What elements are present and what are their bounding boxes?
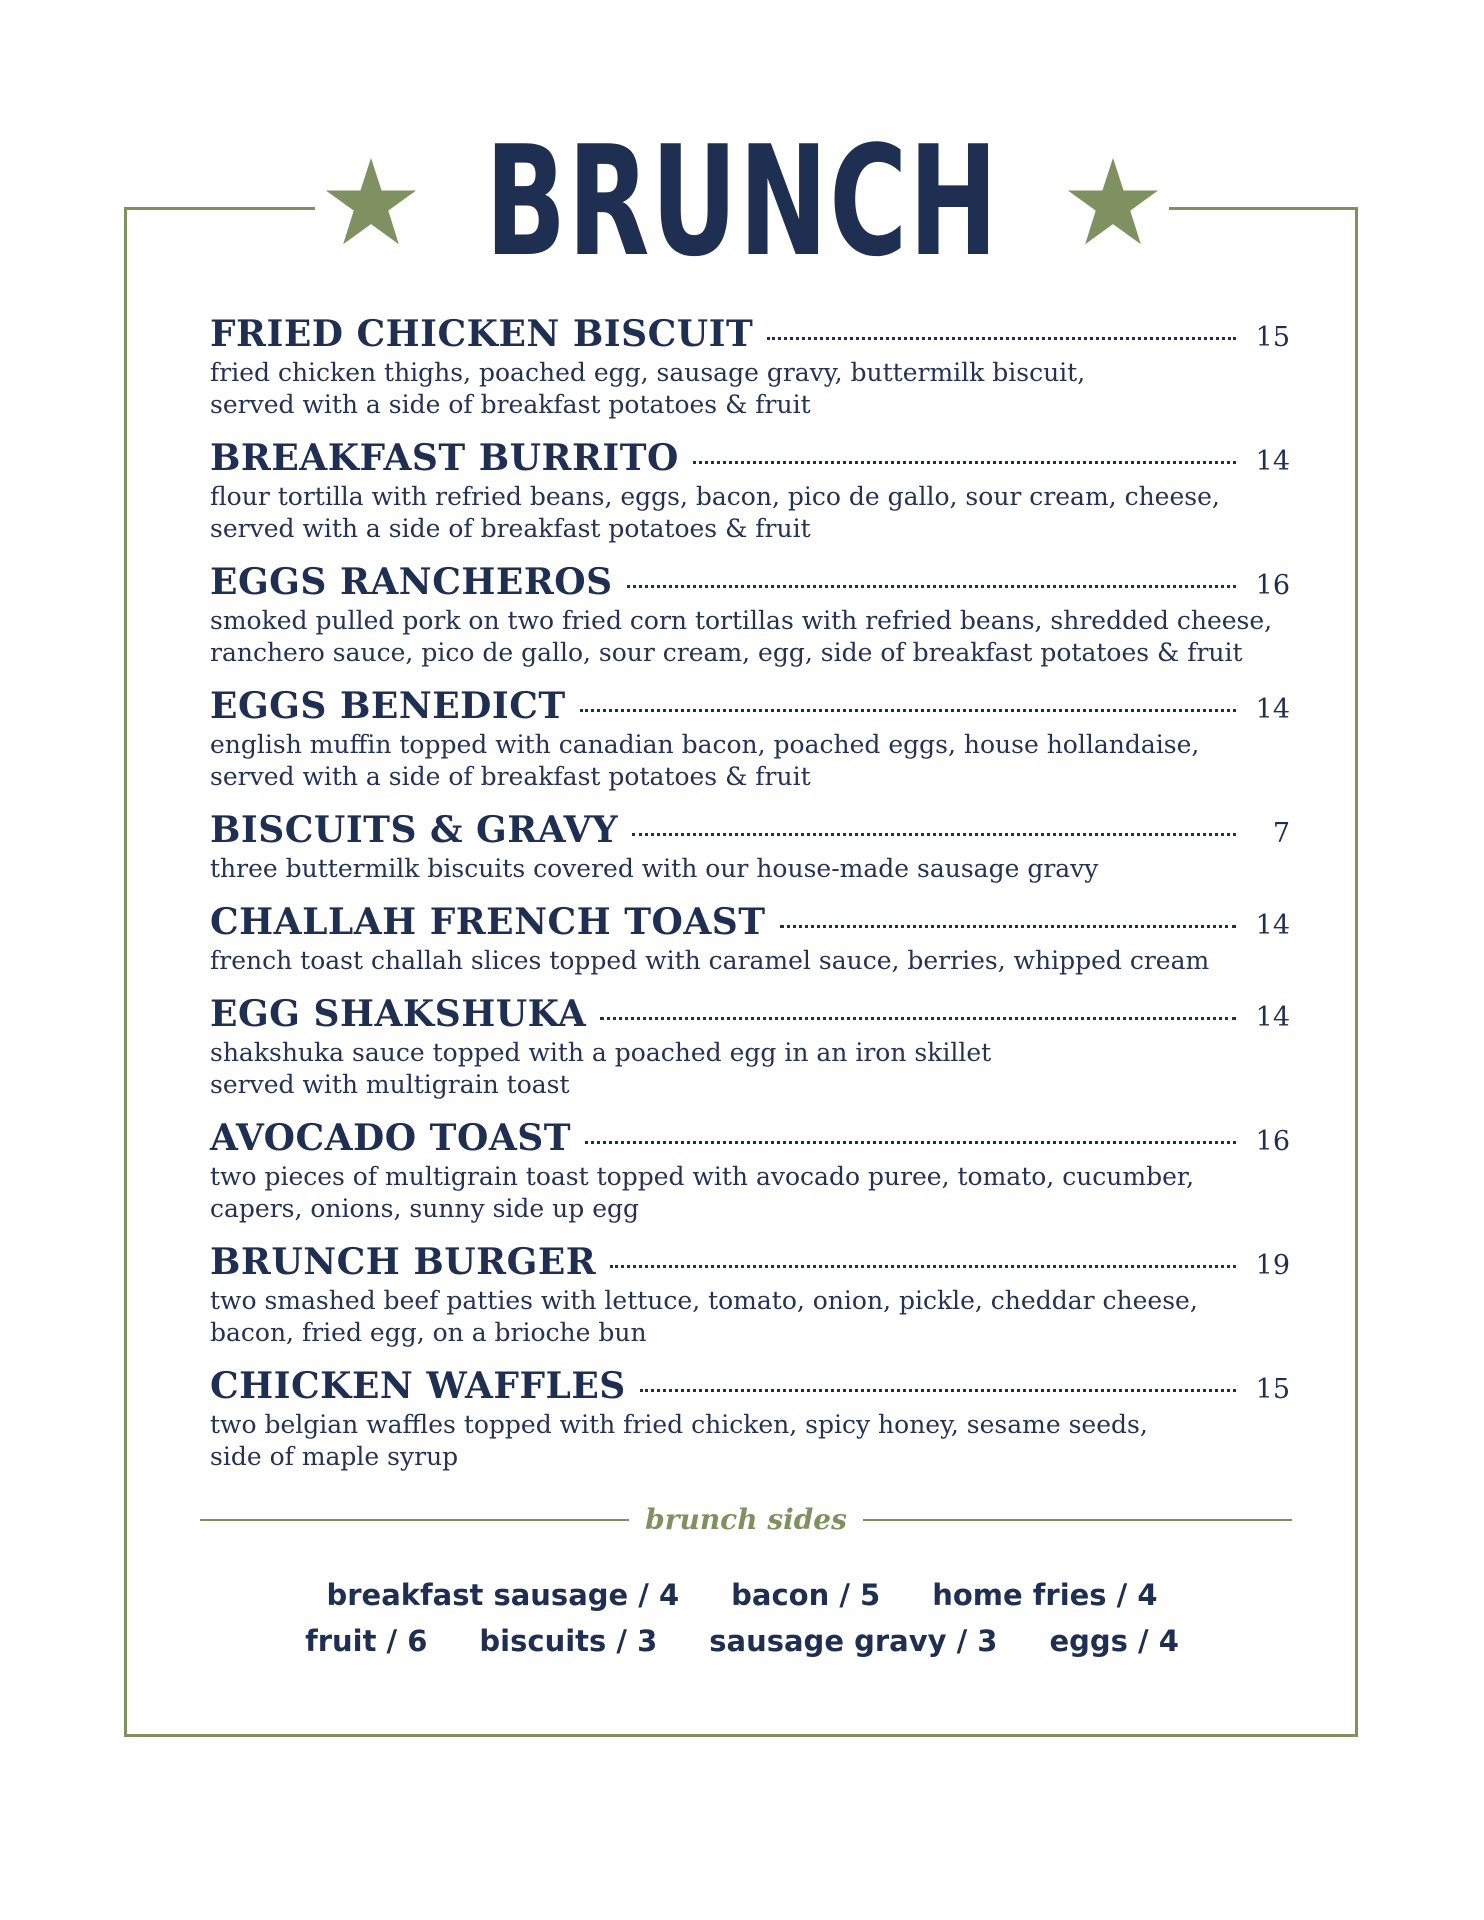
menu-item bbox=[210, 437, 1290, 545]
menu-item bbox=[210, 1241, 1290, 1349]
menu-item-price: 14 bbox=[1255, 694, 1290, 725]
dot-leader bbox=[693, 461, 1236, 464]
side-item: home fries / 4 bbox=[932, 1578, 1158, 1612]
left-star-icon bbox=[323, 154, 419, 250]
menu-item-header bbox=[210, 1117, 1290, 1159]
menu-item-name: BRUNCH BURGER bbox=[210, 1241, 597, 1283]
menu-item-price: 15 bbox=[1255, 322, 1290, 353]
menu-item-header bbox=[210, 685, 1290, 727]
menu-item-header bbox=[210, 993, 1290, 1035]
menu-item-price: 7 bbox=[1272, 818, 1290, 849]
menu-item bbox=[210, 1117, 1290, 1225]
menu-item-price: 16 bbox=[1255, 570, 1290, 601]
menu-item-name: CHALLAH FRENCH TOAST bbox=[210, 901, 766, 943]
menu-items bbox=[210, 313, 1290, 1489]
menu-item-header bbox=[210, 313, 1290, 355]
right-star-icon bbox=[1065, 154, 1161, 250]
menu-item-description: two belgian waffles topped with fried chicken, spicy honey, sesame seeds, side of maple syrup bbox=[210, 1410, 1148, 1471]
menu-item-description: shakshuka sauce topped with a poached egg in an iron skillet served with multigrain toast bbox=[210, 1038, 992, 1099]
dot-leader bbox=[610, 1265, 1236, 1268]
menu-item bbox=[210, 313, 1290, 421]
side-item: eggs / 4 bbox=[1049, 1624, 1179, 1658]
menu-item-name: EGGS BENEDICT bbox=[210, 685, 566, 727]
dot-leader bbox=[580, 709, 1236, 712]
menu-item-description: smoked pulled pork on two fried corn tortillas with refried beans, shredded cheese, ranchero sauce, pico de gallo, sour cream, egg, side of breakfast potatoes & fruit bbox=[210, 606, 1273, 667]
menu-item-header bbox=[210, 809, 1290, 851]
menu-item-header bbox=[210, 561, 1290, 603]
menu-item-description: french toast challah slices topped with caramel sauce, berries, whipped cream bbox=[210, 946, 1210, 975]
dot-leader bbox=[585, 1141, 1236, 1144]
sides-list bbox=[0, 1572, 1484, 1664]
menu-item-header bbox=[210, 1365, 1290, 1407]
menu-item-price: 15 bbox=[1255, 1374, 1290, 1405]
side-item: sausage gravy / 3 bbox=[709, 1624, 998, 1658]
dot-leader bbox=[640, 1389, 1236, 1392]
menu-item-header bbox=[210, 1241, 1290, 1283]
sides-title: brunch sides bbox=[645, 1503, 847, 1536]
menu-item-description: two smashed beef patties with lettuce, tomato, onion, pickle, cheddar cheese, bacon, fried egg, on a brioche bun bbox=[210, 1286, 1198, 1347]
menu-item bbox=[210, 1365, 1290, 1473]
menu-header bbox=[0, 112, 1484, 292]
menu-item-name: FRIED CHICKEN BISCUIT bbox=[210, 313, 754, 355]
divider-line-right bbox=[863, 1519, 1292, 1521]
menu-item bbox=[210, 901, 1290, 977]
menu-item-price: 14 bbox=[1255, 910, 1290, 941]
menu-item-price: 14 bbox=[1255, 446, 1290, 477]
page-title: BRUNCH bbox=[484, 113, 999, 290]
dot-leader bbox=[780, 925, 1236, 928]
header-group bbox=[315, 113, 1169, 290]
menu-item-price: 14 bbox=[1255, 1002, 1290, 1033]
menu-item bbox=[210, 809, 1290, 885]
menu-item-description: three buttermilk biscuits covered with our house-made sausage gravy bbox=[210, 854, 1099, 883]
menu-item-name: EGGS RANCHEROS bbox=[210, 561, 613, 603]
side-item: breakfast sausage / 4 bbox=[326, 1578, 680, 1612]
menu-item-name: AVOCADO TOAST bbox=[210, 1117, 572, 1159]
sides-row-2 bbox=[0, 1618, 1484, 1664]
menu-item-description: fried chicken thighs, poached egg, sausage gravy, buttermilk biscuit, served with a side of breakfast potatoes & fruit bbox=[210, 358, 1086, 419]
menu-item bbox=[210, 993, 1290, 1101]
menu-item-description: flour tortilla with refried beans, eggs, bacon, pico de gallo, sour cream, cheese, served with a side of breakfast potatoes & fruit bbox=[210, 482, 1220, 543]
menu-item-price: 19 bbox=[1255, 1250, 1290, 1281]
menu-item-name: CHICKEN WAFFLES bbox=[210, 1365, 626, 1407]
menu-item bbox=[210, 561, 1290, 669]
dot-leader bbox=[632, 833, 1236, 836]
side-item: bacon / 5 bbox=[731, 1578, 881, 1612]
menu-item-name: BISCUITS & GRAVY bbox=[210, 809, 619, 851]
menu-item-description: english muffin topped with canadian bacon, poached eggs, house hollandaise, served with a side of breakfast potatoes & fruit bbox=[210, 730, 1200, 791]
divider-line-left bbox=[200, 1519, 629, 1521]
side-item: biscuits / 3 bbox=[479, 1624, 658, 1658]
menu-item bbox=[210, 685, 1290, 793]
menu-item-name: EGG SHAKSHUKA bbox=[210, 993, 587, 1035]
menu-item-header bbox=[210, 901, 1290, 943]
dot-leader bbox=[627, 585, 1236, 588]
menu-item-price: 16 bbox=[1255, 1126, 1290, 1157]
dot-leader bbox=[767, 337, 1236, 340]
menu-item-name: BREAKFAST BURRITO bbox=[210, 437, 679, 479]
sides-row-1 bbox=[0, 1572, 1484, 1618]
dot-leader bbox=[600, 1017, 1236, 1020]
sides-divider bbox=[200, 1503, 1292, 1536]
side-item: fruit / 6 bbox=[305, 1624, 428, 1658]
menu-item-header bbox=[210, 437, 1290, 479]
menu-item-description: two pieces of multigrain toast topped with avocado puree, tomato, cucumber, capers, onions, sunny side up egg bbox=[210, 1162, 1195, 1223]
